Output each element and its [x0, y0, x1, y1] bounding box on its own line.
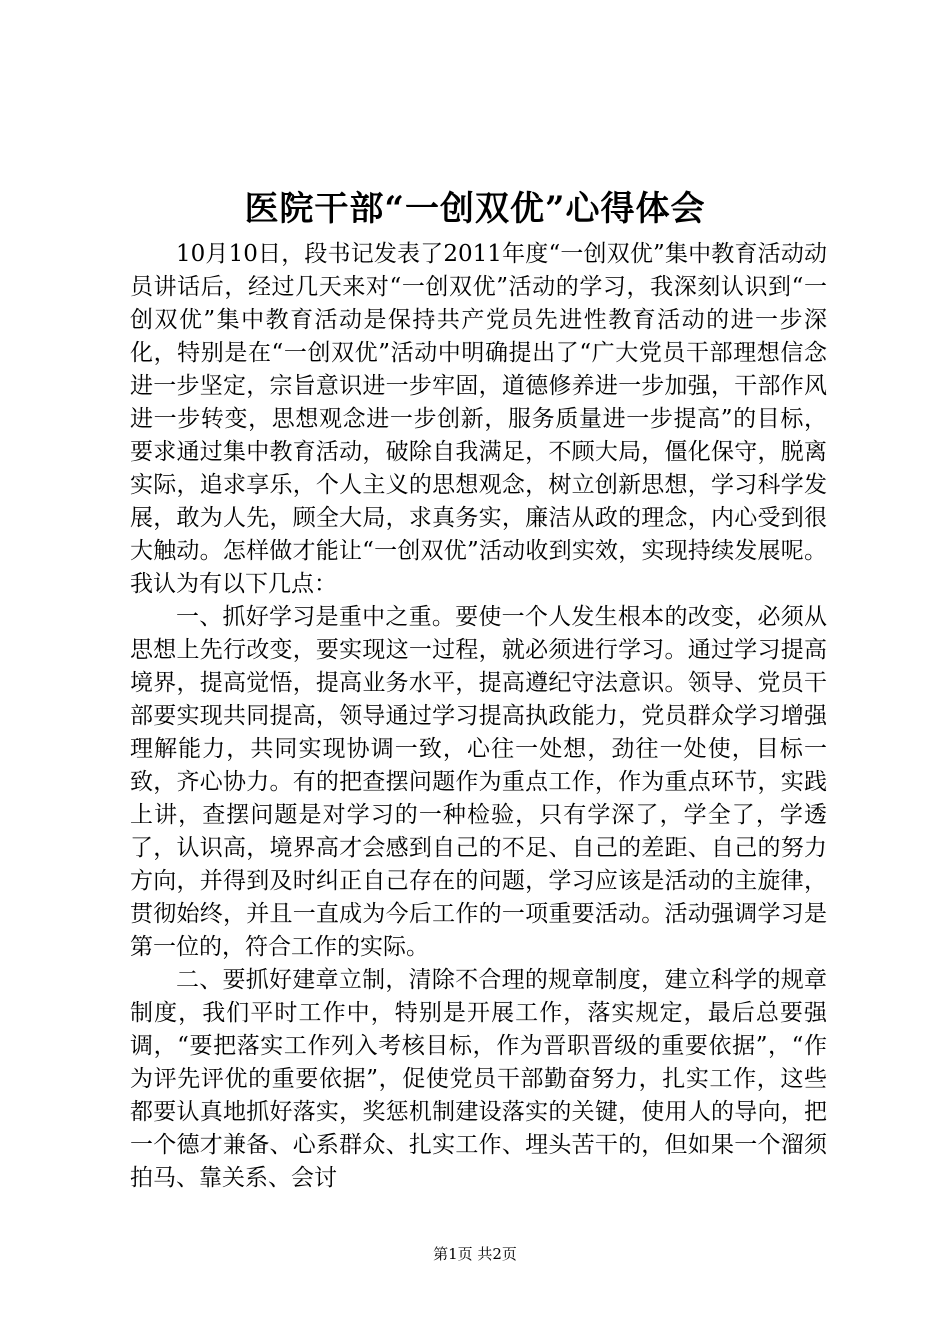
paragraph-intro: 10月10日，段书记发表了2011年度“一创双优”集中教育活动动员讲话后，经过几天来对“一创双优”活动的学习，我深刻认识到“一创双优”集中教育活动是保持共产党员先进性教育活动的进一步深化，特别是在“一创双优”活动中明确提出了“广大党员干部理想信念进一步坚定，宗旨意识进一步牢固，道德修养进一步加强，干部作风进一步转变，思想观念进一步创新，服务质量进一步提高”的目标，要求通过集中教育活动，破除自我满足，不顾大局，僵化保守，脱离实际，追求享乐，个人主义的思想观念，树立创新思想，学习科学发展，敢为人先，顾全大局，求真务实，廉洁从政的理念，内心受到很大触动。怎样做才能让“一创双优”活动收到实效，实现持续发展呢。我认为有以下几点： [130, 241, 827, 597]
document-body [130, 238, 827, 1195]
paragraph-point-one: 一、抓好学习是重中之重。要使一个人发生根本的改变，必须从思想上先行改变，要实现这一过程，就必须进行学习。通过学习提高境界，提高觉悟，提高业务水平，提高遵纪守法意识。领导、党员干部要实现共同提高，领导通过学习提高执政能力，党员群众学习增强理解能力，共同实现协调一致，心往一处想，劲往一处使，目标一致，齐心协力。有的把查摆问题作为重点工作，作为重点环节，实践上讲，查摆问题是对学习的一种检验，只有学深了，学全了，学透了，认识高，境界高才会感到自己的不足、自己的差距、自己的努力方向，并得到及时纠正自己存在的问题，学习应该是活动的主旋律，贯彻始终，并且一直成为今后工作的一项重要活动。活动强调学习是第一位的，符合工作的实际。 [130, 604, 827, 960]
document-title: 医院干部“一创双优”心得体会 [244, 189, 706, 229]
paragraph-point-two: 二、要抓好建章立制，清除不合理的规章制度，建立科学的规章制度，我们平时工作中，特别是开展工作，落实规定，最后总要强调，“要把落实工作列入考核目标，作为晋职晋级的重要依据”，“作为评先评优的重要依据”，促使党员干部勤奋努力，扎实工作，这些都要认真地抓好落实，奖惩机制建设落实的关键，使用人的导向，把一个德才兼备、心系群众、扎实工作、埋头苦干的，但如果一个溜须拍马、靠关系、会讨 [130, 967, 827, 1191]
page-number-footer: 第1页 共2页 [433, 1245, 517, 1263]
